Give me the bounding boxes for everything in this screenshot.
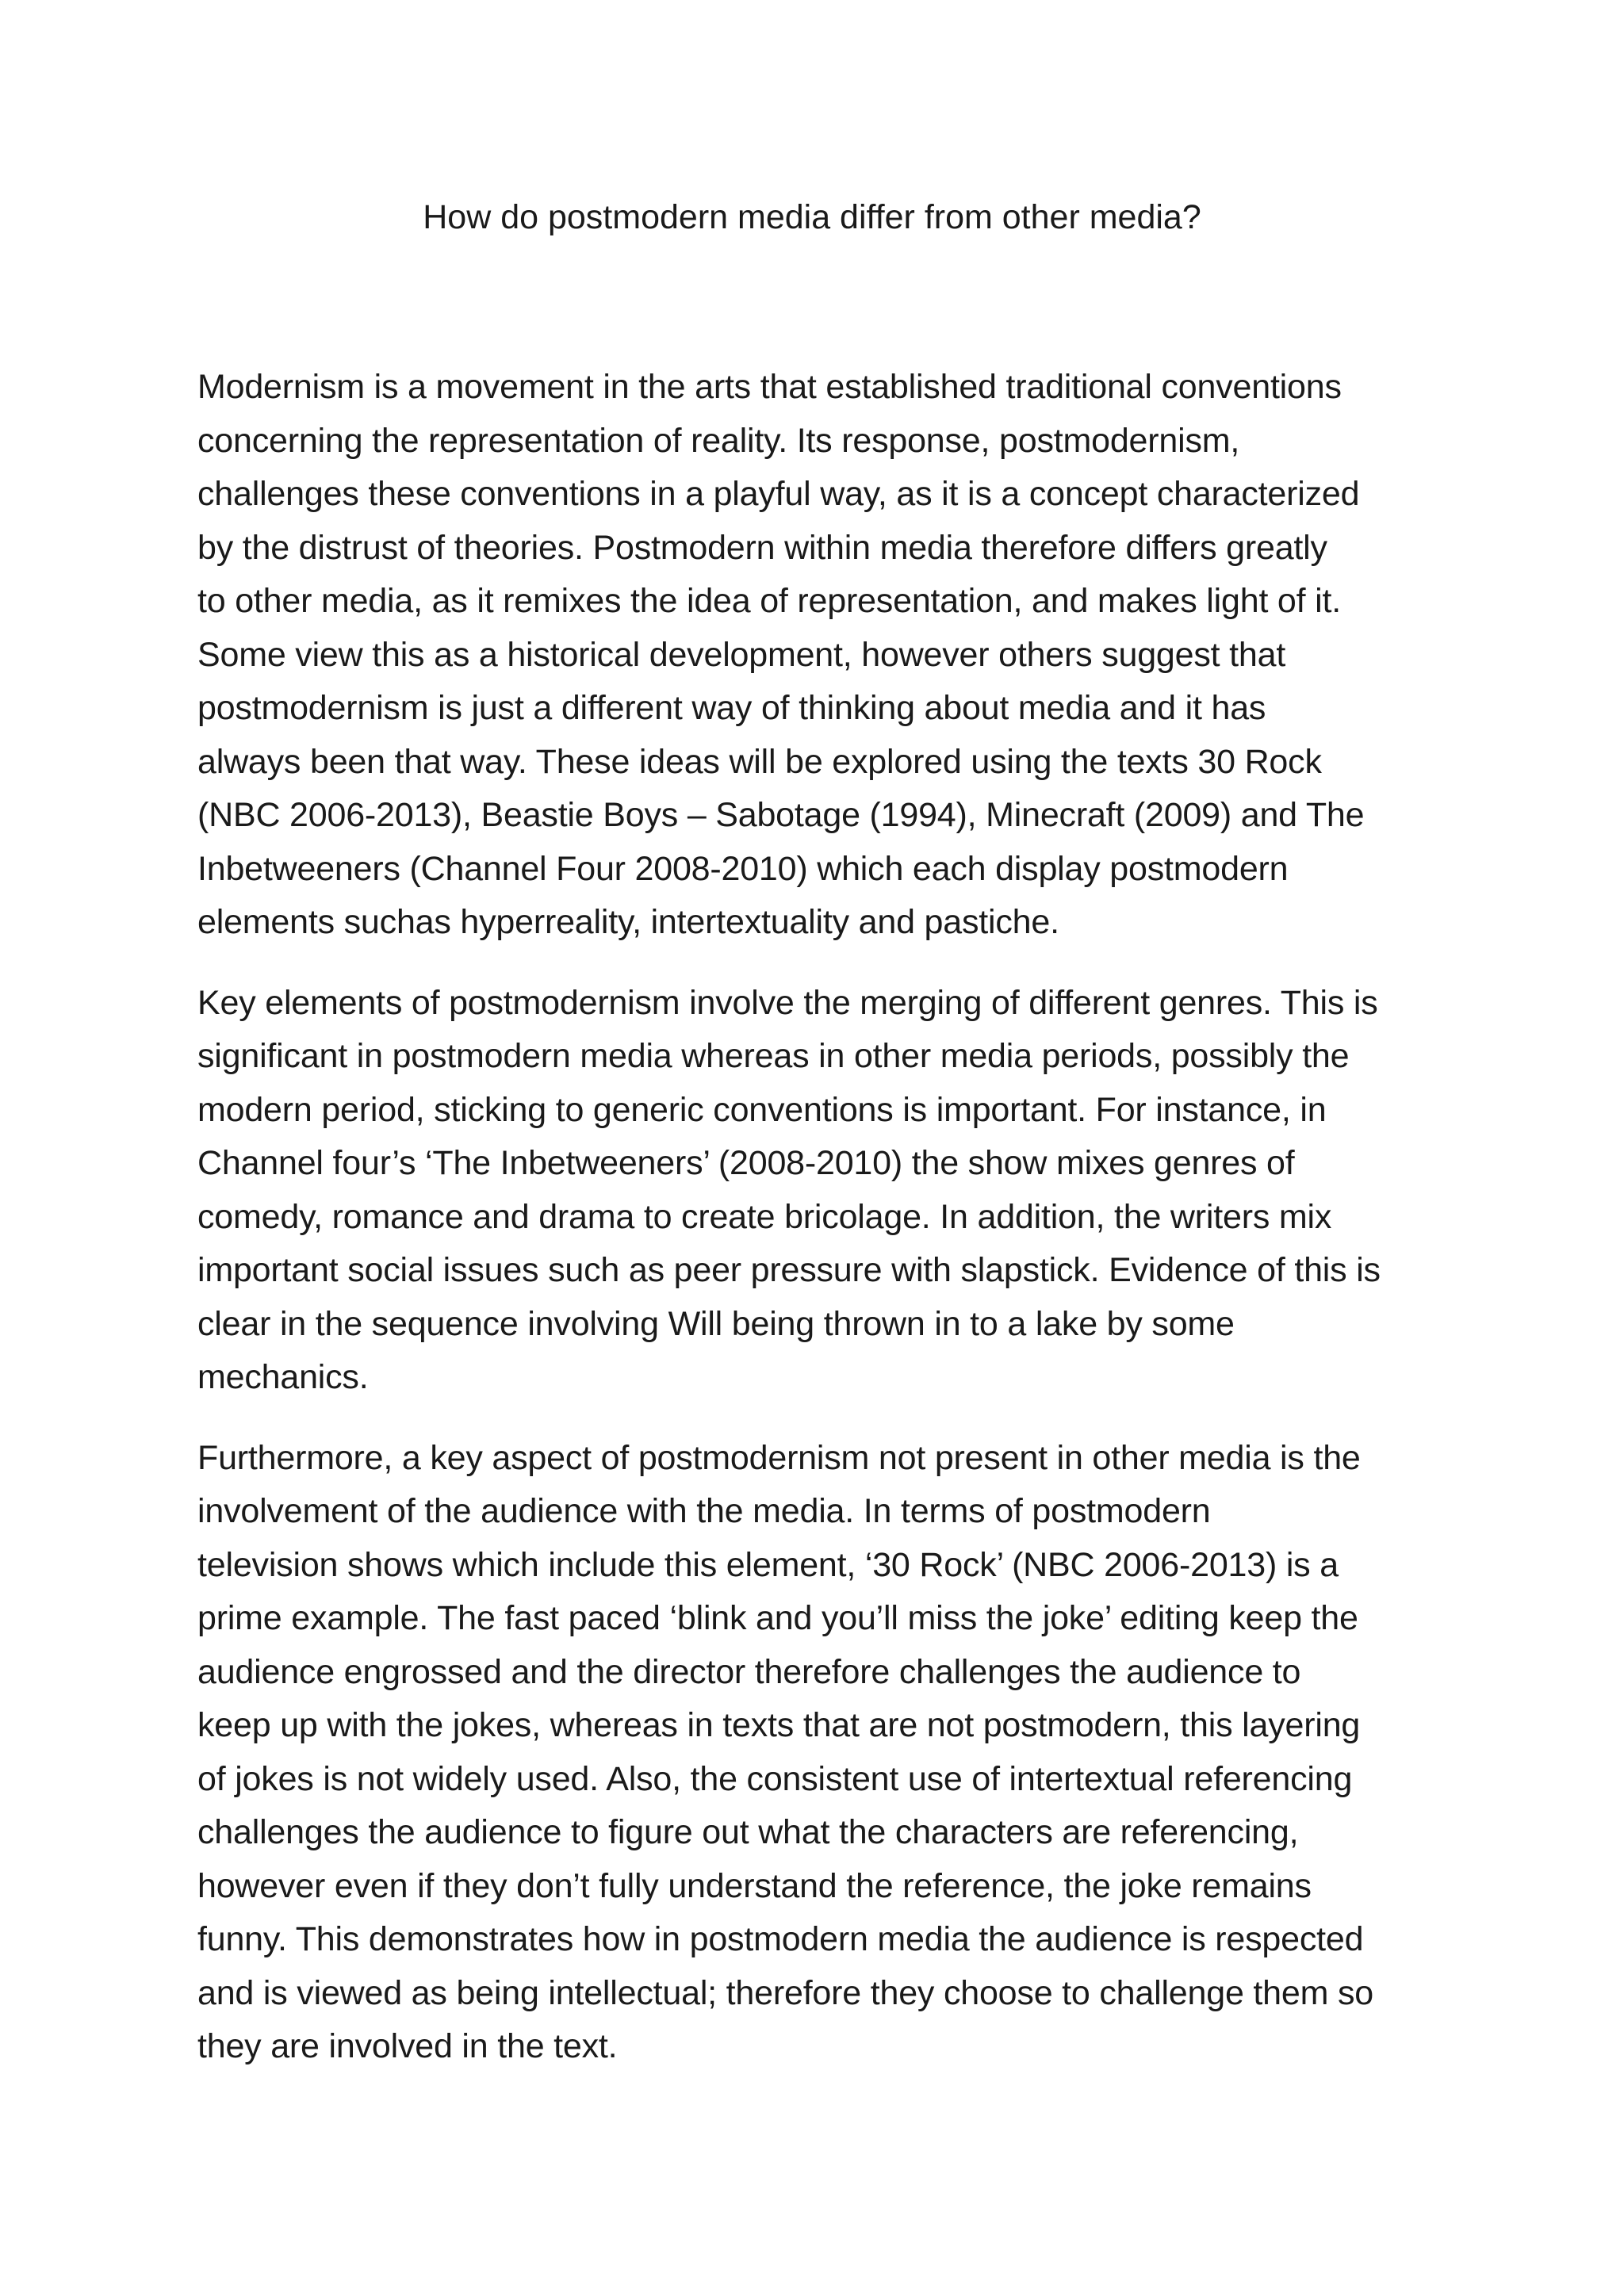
- paragraph-intro: [197, 361, 1450, 950]
- paragraph-genres: [197, 977, 1450, 1405]
- text-line: television shows which include this element, ‘30 Rock’ (NBC 2006-2013) is a: [197, 1545, 1339, 1584]
- text-line: Modernism is a movement in the arts that established traditional conventions: [197, 368, 1342, 406]
- text-line: however even if they don’t fully understand the reference, the joke remains: [197, 1866, 1312, 1905]
- text-line: they are involved in the text.: [197, 2027, 618, 2065]
- text-line: important social issues such as peer pressure with slapstick. Evidence of this is: [197, 1251, 1381, 1289]
- text-line: comedy, romance and drama to create bricolage. In addition, the writers mix: [197, 1197, 1332, 1236]
- text-line: involvement of the audience with the media. In terms of postmodern: [197, 1492, 1211, 1530]
- text-line: keep up with the jokes, whereas in texts that are not postmodern, this layering: [197, 1706, 1361, 1744]
- text-line: challenges these conventions in a playful way, as it is a concept characterized: [197, 475, 1360, 513]
- text-line: funny. This demonstrates how in postmodern media the audience is respected: [197, 1920, 1364, 1958]
- text-line: and is viewed as being intellectual; therefore they choose to challenge them so: [197, 1973, 1373, 2012]
- text-line: elements suchas hyperreality, intertextuality and pastiche.: [197, 903, 1059, 941]
- text-line: audience engrossed and the director therefore challenges the audience to: [197, 1652, 1301, 1691]
- text-line: Furthermore, a key aspect of postmodernism not present in other media is the: [197, 1438, 1361, 1477]
- text-line: to other media, as it remixes the idea of representation, and makes light of it.: [197, 582, 1341, 620]
- text-line: Channel four’s ‘The Inbetweeners’ (2008-2010) the show mixes genres of: [197, 1144, 1295, 1182]
- text-line: concerning the representation of reality. Its response, postmodernism,: [197, 421, 1240, 460]
- text-line: postmodernism is just a different way of thinking about media and it has: [197, 689, 1266, 727]
- text-line: significant in postmodern media whereas in other media periods, possibly the: [197, 1037, 1350, 1075]
- text-line: modern period, sticking to generic conventions is important. For instance, in: [197, 1090, 1327, 1129]
- text-line: prime example. The fast paced ‘blink and you’ll miss the joke’ editing keep the: [197, 1599, 1358, 1637]
- document-title: How do postmodern media differ from other media?: [423, 198, 1201, 236]
- paragraph-audience: [197, 1432, 1450, 2074]
- text-line: (NBC 2006-2013), Beastie Boys – Sabotage (1994), Minecraft (2009) and The: [197, 796, 1365, 834]
- text-line: Some view this as a historical development, however others suggest that: [197, 635, 1286, 674]
- text-line: clear in the sequence involving Will being thrown in to a lake by some: [197, 1304, 1235, 1343]
- text-line: challenges the audience to figure out what the characters are referencing,: [197, 1813, 1299, 1851]
- text-line: Key elements of postmodernism involve the merging of different genres. This is: [197, 983, 1378, 1022]
- text-line: always been that way. These ideas will be explored using the texts 30 Rock: [197, 742, 1322, 781]
- text-line: Inbetweeners (Channel Four 2008-2010) which each display postmodern: [197, 849, 1289, 888]
- text-line: mechanics.: [197, 1358, 369, 1396]
- document-body: [197, 361, 1450, 2101]
- text-line: of jokes is not widely used. Also, the consistent use of intertextual referencing: [197, 1759, 1353, 1798]
- text-line: by the distrust of theories. Postmodern within media therefore differs greatly: [197, 528, 1327, 567]
